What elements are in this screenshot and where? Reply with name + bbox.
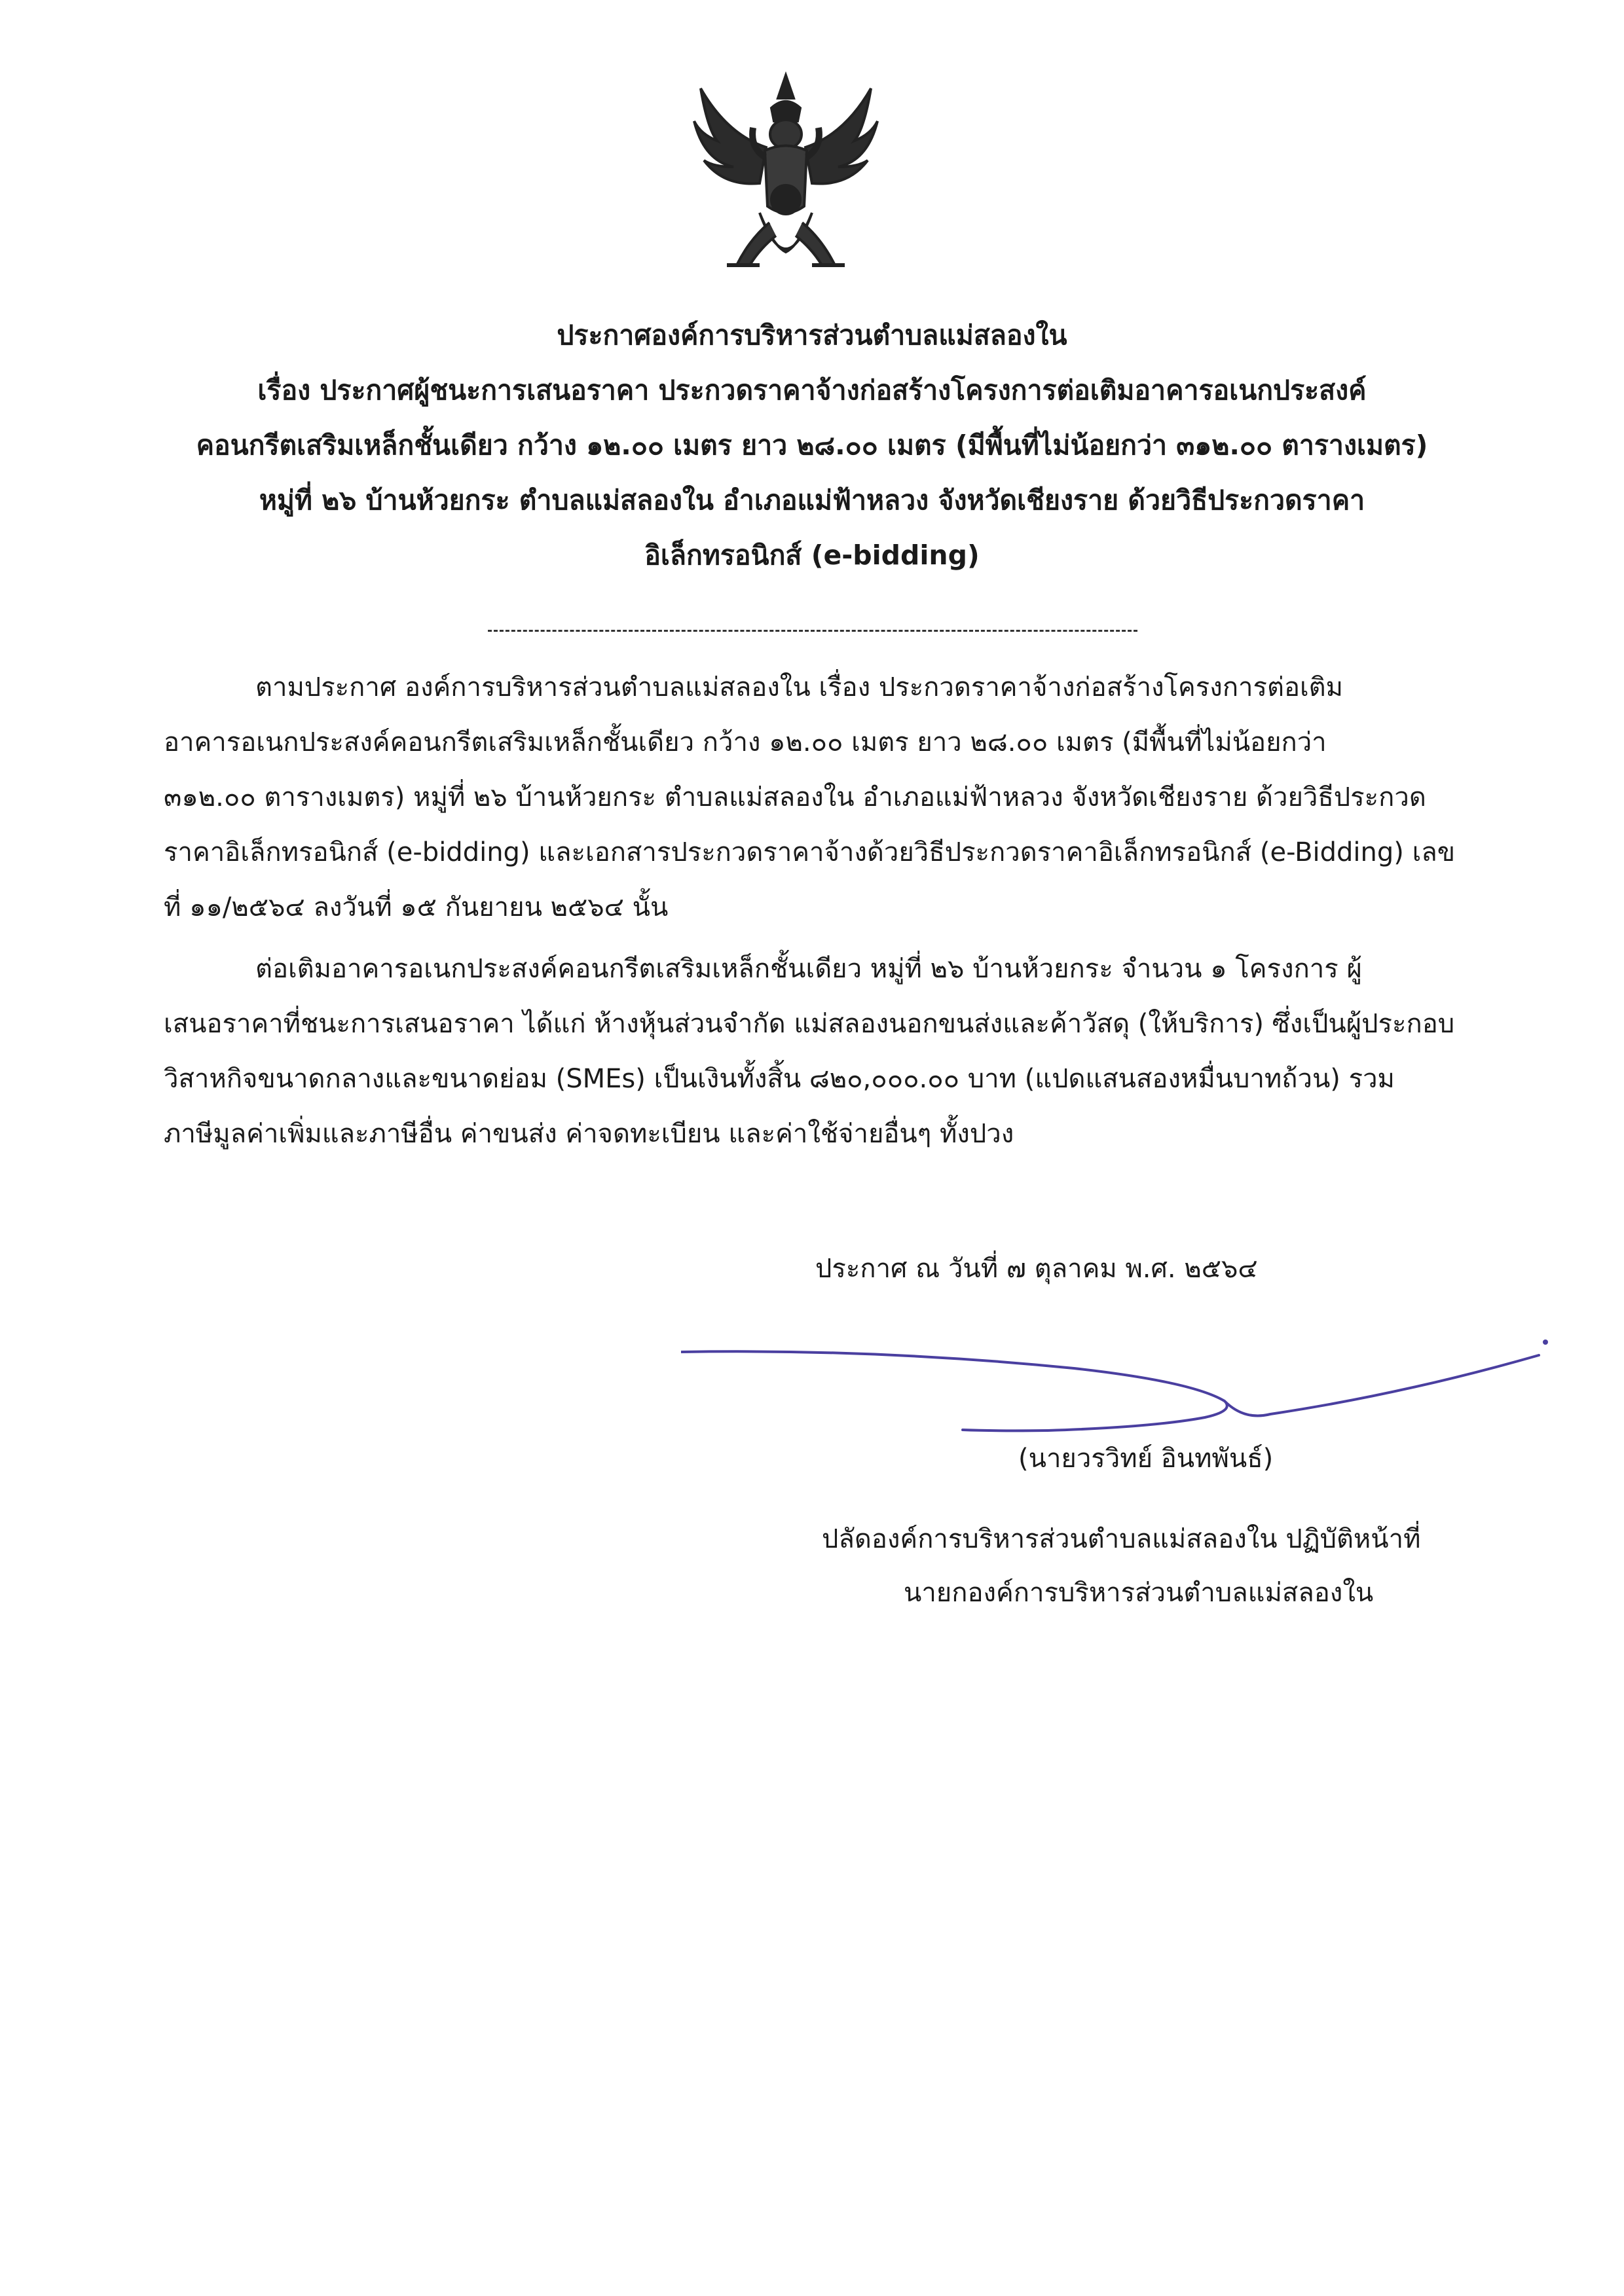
paragraph2-line-4: ภาษีมูลค่าเพิ่มและภาษีอื่น ค่าขนส่ง ค่าจดทะเบียน และค่าใช้จ่ายอื่นๆ ทั้งปวง: [164, 1119, 1014, 1149]
paragraph2-line-1: ต่อเติมอาคารอเนกประสงค์คอนกรีตเสริมเหล็กชั้นเดียว หมู่ที่ ๒๖ บ้านห้วยกระ จำนวน ๑ โครงการ ผู้: [255, 954, 1362, 984]
heading-line-4: หมู่ที่ ๒๖ บ้านห้วยกระ ตำบลแม่สลองใน อำเภอแม่ฟ้าหลวง จังหวัดเชียงราย ด้วยวิธีประกวดราคา: [259, 484, 1365, 516]
paragraph1-line-2: อาคารอเนกประสงค์คอนกรีตเสริมเหล็กชั้นเดียว กว้าง ๑๒.๐๐ เมตร ยาว ๒๘.๐๐ เมตร (มีพื้นที่ไม่น้อยกว่า: [164, 727, 1327, 757]
paragraph1-line-5: ที่ ๑๑/๒๕๖๔ ลงวันที่ ๑๕ กันยายน ๒๕๖๔ นั้น: [164, 892, 669, 922]
paragraph-winner: [164, 941, 1480, 1161]
announce-date: ประกาศ ณ วันที่ ๗ ตุลาคม พ.ศ. ๒๕๖๔: [815, 1254, 1258, 1284]
paragraph1-line-1: ตามประกาศ องค์การบริหารส่วนตำบลแม่สลองใน เรื่อง ประกวดราคาจ้างก่อสร้างโครงการต่อเติม: [255, 672, 1343, 702]
paragraph1-line-4: ราคาอิเล็กทรอนิกส์ (e-bidding) และเอกสารประกวดราคาจ้างด้วยวิธีประกวดราคาอิเล็กทรอนิกส์ (e-Bidding) เลข: [164, 837, 1456, 867]
paragraph-reference: [164, 660, 1480, 935]
signer-position-line-2: นายกองค์การบริหารส่วนตำบลแม่สลองใน: [904, 1578, 1374, 1608]
heading-line-1: ประกาศองค์การบริหารส่วนตำบลแม่สลองใน: [557, 319, 1067, 351]
signer-name: (นายวรวิทย์ อินทพันธ์): [1018, 1444, 1274, 1474]
announcement-heading: [131, 308, 1493, 583]
paragraph2-line-2: เสนอราคาที่ชนะการเสนอราคา ได้แก่ ห้างหุ้นส่วนจำกัด แม่สลองนอกขนส่งและค้าวัสดุ (ให้บริการ) ซึ่งเป็นผู้ประกอบ: [164, 1009, 1455, 1039]
heading-line-5: อิเล็กทรอนิกส์ (e-bidding): [644, 539, 980, 571]
garuda-emblem-icon: [688, 69, 884, 291]
handwritten-signature: [681, 1322, 1559, 1440]
paragraph1-line-3: ๓๑๒.๐๐ ตารางเมตร) หมู่ที่ ๒๖ บ้านห้วยกระ ตำบลแม่สลองใน อำเภอแม่ฟ้าหลวง จังหวัดเชียงราย ด้วยวิธีประกวด: [164, 782, 1426, 812]
signer-position-line-1: ปลัดองค์การบริหารส่วนตำบลแม่สลองใน ปฏิบัติหน้าที่: [822, 1524, 1421, 1554]
dashed-divider: [488, 630, 1137, 632]
heading-line-3: คอนกรีตเสริมเหล็กชั้นเดียว กว้าง ๑๒.๐๐ เมตร ยาว ๒๘.๐๐ เมตร (มีพื้นที่ไม่น้อยกว่า ๓๑๒.๐๐ ตารางเมตร): [196, 429, 1428, 461]
heading-line-2: เรื่อง ประกาศผู้ชนะการเสนอราคา ประกวดราคาจ้างก่อสร้างโครงการต่อเติมอาคารอเนกประสงค์: [257, 374, 1367, 406]
paragraph2-line-3: วิสาหกิจขนาดกลางและขนาดย่อม (SMEs) เป็นเงินทั้งสิ้น ๘๒๐,๐๐๐.๐๐ บาท (แปดแสนสองหมื่นบาทถ้วน) รวม: [164, 1064, 1395, 1094]
